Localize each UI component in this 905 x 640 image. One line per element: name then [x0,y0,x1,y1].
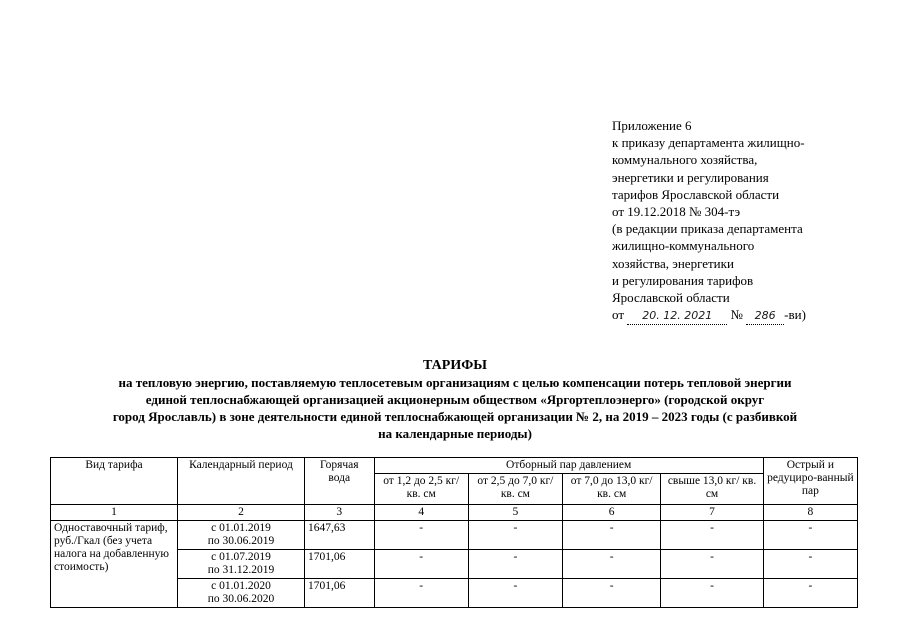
from-prefix: от [612,307,625,323]
appendix-line: коммунального хозяйства, [612,152,758,168]
appendix-line: от 19.12.2018 № 304-тэ [612,204,741,220]
table-row [51,521,858,550]
column-number: 7 [661,505,763,521]
subtitle-line: город Ярославль) в зоне деятельности единой теплоснабжающей организации № 2, на 2019 – 2023 годы (с разбивкой [112,409,798,424]
column-number: 4 [374,505,468,521]
appendix-line: к приказу департамента жилищно- [612,135,805,151]
header-hot-water: Горячая вода [304,458,374,505]
steam-value: - [468,521,562,550]
column-number: 3 [304,505,374,521]
header-steam-col: от 7,0 до 13,0 кг/ кв. см [563,474,661,505]
appendix-signature-line [612,306,902,325]
appendix-line: Приложение 6 [612,118,692,133]
steam-value: - [468,579,562,608]
period-cell [177,550,304,579]
period-cell [177,579,304,608]
handwritten-number: 286 [754,309,776,323]
appendix-line: хозяйства, энергетики [612,255,734,271]
header-steam-col: от 2,5 до 7,0 кг/ кв. см [468,474,562,505]
handwritten-date: 20. 12. 2021 [642,309,713,323]
number-sign: № [730,307,743,323]
header-tariff-type: Вид тарифа [51,458,178,505]
subtitle-line: на тепловую энергию, поставляемую теплосетевым организациям с целью компенсации потерь тепловой энергии [118,375,792,390]
steam-value: - [661,550,763,579]
header-steam-col: свыше 13,0 кг/ кв. см [661,474,763,505]
header-row [51,458,858,474]
order-suffix: -ви) [784,307,806,323]
hot-water-value: 1647,63 [304,521,374,550]
subtitle-line: на календарные периоды) [378,426,532,441]
document-subtitle [30,374,880,442]
header-sharp-steam: Острый и редуциро-ванный пар [763,458,857,505]
period-to: по 30.06.2020 [207,593,275,605]
steam-value: - [563,521,661,550]
appendix-line: жилищно-коммунального [612,238,755,254]
appendix-line: энергетики и регулирования [612,169,769,185]
column-number: 8 [763,505,857,521]
appendix-line: Ярославской области [612,290,730,306]
period-from: с 01.01.2019 [211,522,271,534]
header-period: Календарный период [177,458,304,505]
period-from: с 01.07.2019 [211,551,271,563]
steam-value: - [374,550,468,579]
tariff-label: Одноставочный тариф, руб./Гкал (без учета налога на добавленную стоимость) [51,521,178,608]
steam-value: - [563,579,661,608]
appendix-line: (в редакции приказа департамента [612,221,803,237]
sharp-steam-value: - [763,521,857,550]
subtitle-line: единой теплоснабжающей организацией акционерным обществом «Яргортеплоэнерго» (городской округ [145,392,765,407]
column-number: 6 [563,505,661,521]
hot-water-value: 1701,06 [304,579,374,608]
header-steam-col: от 1,2 до 2,5 кг/ кв. см [374,474,468,505]
steam-value: - [661,579,763,608]
sharp-steam-value: - [763,579,857,608]
column-number: 2 [177,505,304,521]
date-field [627,306,727,325]
appendix-line: тарифов Ярославской области [612,186,780,202]
document-title: ТАРИФЫ [423,358,487,373]
steam-value: - [374,579,468,608]
column-number: 5 [468,505,562,521]
period-to: по 30.06.2019 [207,535,275,547]
steam-value: - [374,521,468,550]
number-field [746,306,784,325]
appendix-block [612,117,902,325]
steam-value: - [661,521,763,550]
column-number-row [51,505,858,521]
steam-value: - [563,550,661,579]
appendix-line: и регулирования тарифов [612,272,754,288]
period-to: по 31.12.2019 [207,564,275,576]
sharp-steam-value: - [763,550,857,579]
period-from: с 01.01.2020 [211,580,271,592]
hot-water-value: 1701,06 [304,550,374,579]
steam-value: - [468,550,562,579]
tariff-table [50,457,858,608]
column-number: 1 [51,505,178,521]
header-steam-group: Отборный пар давлением [374,458,763,474]
period-cell [177,521,304,550]
